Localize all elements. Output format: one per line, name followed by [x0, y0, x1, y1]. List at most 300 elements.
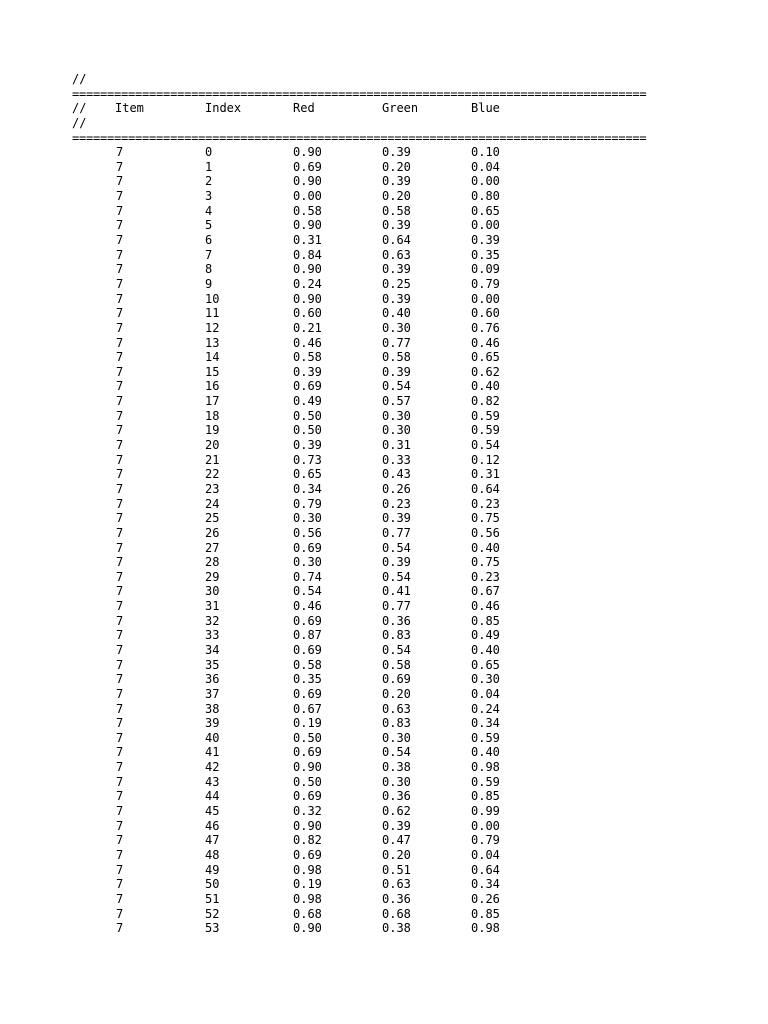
cell-index: 40: [205, 730, 220, 745]
cell-item: 7: [116, 833, 124, 848]
cell-blue: 0.59: [471, 423, 500, 438]
table-row: [72, 555, 712, 570]
cell-item: 7: [116, 145, 124, 160]
cell-index: 52: [205, 906, 220, 921]
cell-blue: 0.35: [471, 247, 500, 262]
cell-blue: 0.75: [471, 511, 500, 526]
cell-index: 45: [205, 804, 220, 819]
table-row: [72, 541, 712, 556]
table-row: [72, 877, 712, 892]
cell-green: 0.39: [382, 174, 411, 189]
cell-green: 0.26: [382, 481, 411, 496]
cell-blue: 0.79: [471, 833, 500, 848]
cell-index: 42: [205, 760, 220, 775]
cell-item: 7: [116, 467, 124, 482]
cell-blue: 0.24: [471, 701, 500, 716]
cell-index: 24: [205, 496, 220, 511]
cell-item: 7: [116, 906, 124, 921]
cell-green: 0.39: [382, 218, 411, 233]
table-row: [72, 497, 712, 512]
cell-blue: 0.26: [471, 891, 500, 906]
cell-item: 7: [116, 789, 124, 804]
cell-green: 0.20: [382, 159, 411, 174]
cell-blue: 0.98: [471, 760, 500, 775]
table-row: [72, 716, 712, 731]
cell-index: 28: [205, 555, 220, 570]
cell-blue: 0.00: [471, 174, 500, 189]
table-row: [72, 277, 712, 292]
cell-green: 0.20: [382, 686, 411, 701]
cell-red: 0.79: [293, 496, 322, 511]
cell-blue: 0.64: [471, 862, 500, 877]
cell-item: 7: [116, 218, 124, 233]
cell-red: 0.67: [293, 701, 322, 716]
cell-item: 7: [116, 730, 124, 745]
cell-item: 7: [116, 540, 124, 555]
cell-item: 7: [116, 847, 124, 862]
cell-item: 7: [116, 745, 124, 760]
cell-red: 0.49: [293, 394, 322, 409]
cell-index: 37: [205, 686, 220, 701]
cell-red: 0.46: [293, 599, 322, 614]
cell-blue: 0.85: [471, 789, 500, 804]
cell-index: 29: [205, 569, 220, 584]
cell-index: 16: [205, 379, 220, 394]
cell-index: 14: [205, 350, 220, 365]
cell-green: 0.83: [382, 628, 411, 643]
cell-item: 7: [116, 569, 124, 584]
cell-blue: 0.40: [471, 745, 500, 760]
cell-red: 0.65: [293, 467, 322, 482]
cell-green: 0.63: [382, 247, 411, 262]
cell-item: 7: [116, 511, 124, 526]
cell-green: 0.54: [382, 540, 411, 555]
cell-green: 0.83: [382, 716, 411, 731]
table-row: [72, 233, 712, 248]
cell-green: 0.41: [382, 584, 411, 599]
color-table-document: [72, 72, 712, 936]
cell-blue: 0.49: [471, 628, 500, 643]
cell-red: 0.69: [293, 686, 322, 701]
table-row: [72, 863, 712, 878]
cell-red: 0.82: [293, 833, 322, 848]
cell-item: 7: [116, 701, 124, 716]
cell-index: 50: [205, 877, 220, 892]
table-row: [72, 262, 712, 277]
cell-green: 0.54: [382, 745, 411, 760]
cell-green: 0.57: [382, 394, 411, 409]
cell-index: 17: [205, 394, 220, 409]
cell-index: 5: [205, 218, 213, 233]
cell-red: 0.68: [293, 906, 322, 921]
table-row: [72, 628, 712, 643]
table-row: [72, 321, 712, 336]
cell-red: 0.24: [293, 276, 322, 291]
cell-item: 7: [116, 438, 124, 453]
cell-blue: 0.80: [471, 189, 500, 204]
table-row: [72, 672, 712, 687]
cell-blue: 0.65: [471, 350, 500, 365]
cell-blue: 0.12: [471, 452, 500, 467]
table-row: [72, 204, 712, 219]
cell-blue: 0.04: [471, 847, 500, 862]
cell-blue: 0.04: [471, 159, 500, 174]
cell-index: 27: [205, 540, 220, 555]
cell-red: 0.54: [293, 584, 322, 599]
cell-blue: 0.59: [471, 730, 500, 745]
cell-item: 7: [116, 364, 124, 379]
cell-red: 0.74: [293, 569, 322, 584]
cell-index: 2: [205, 174, 213, 189]
cell-green: 0.63: [382, 701, 411, 716]
cell-item: 7: [116, 233, 124, 248]
cell-blue: 0.67: [471, 584, 500, 599]
cell-item: 7: [116, 921, 124, 936]
cell-green: 0.38: [382, 760, 411, 775]
cell-red: 0.30: [293, 555, 322, 570]
cell-index: 49: [205, 862, 220, 877]
table-row: [72, 511, 712, 526]
cell-blue: 0.23: [471, 496, 500, 511]
cell-index: 46: [205, 818, 220, 833]
cell-green: 0.54: [382, 379, 411, 394]
cell-red: 0.46: [293, 335, 322, 350]
cell-item: 7: [116, 452, 124, 467]
table-row: [72, 892, 712, 907]
table-row: [72, 658, 712, 673]
cell-blue: 0.85: [471, 613, 500, 628]
cell-blue: 0.34: [471, 877, 500, 892]
cell-green: 0.39: [382, 555, 411, 570]
table-row: [72, 306, 712, 321]
cell-red: 0.58: [293, 350, 322, 365]
cell-green: 0.64: [382, 233, 411, 248]
table-row: [72, 350, 712, 365]
cell-red: 0.50: [293, 423, 322, 438]
cell-item: 7: [116, 525, 124, 540]
cell-blue: 0.62: [471, 364, 500, 379]
cell-index: 15: [205, 364, 220, 379]
cell-red: 0.90: [293, 145, 322, 160]
table-row: [72, 614, 712, 629]
table-row: [72, 526, 712, 541]
cell-red: 0.31: [293, 233, 322, 248]
cell-blue: 0.30: [471, 672, 500, 687]
cell-red: 0.58: [293, 203, 322, 218]
table-row: [72, 145, 712, 160]
cell-red: 0.90: [293, 921, 322, 936]
cell-red: 0.69: [293, 789, 322, 804]
cell-green: 0.58: [382, 350, 411, 365]
cell-item: 7: [116, 247, 124, 262]
cell-item: 7: [116, 276, 124, 291]
table-row: [72, 570, 712, 585]
cell-index: 47: [205, 833, 220, 848]
cell-blue: 0.34: [471, 716, 500, 731]
cell-green: 0.20: [382, 189, 411, 204]
cell-item: 7: [116, 628, 124, 643]
cell-item: 7: [116, 877, 124, 892]
table-row: [72, 160, 712, 175]
cell-green: 0.30: [382, 730, 411, 745]
cell-item: 7: [116, 262, 124, 277]
cell-green: 0.47: [382, 833, 411, 848]
table-row: [72, 921, 712, 936]
cell-blue: 0.76: [471, 320, 500, 335]
cell-blue: 0.82: [471, 394, 500, 409]
cell-red: 0.84: [293, 247, 322, 262]
column-header-item: Item: [115, 101, 144, 116]
table-row: [72, 584, 712, 599]
cell-blue: 0.00: [471, 818, 500, 833]
cell-index: 7: [205, 247, 213, 262]
cell-red: 0.21: [293, 320, 322, 335]
cell-green: 0.39: [382, 364, 411, 379]
table-row: [72, 643, 712, 658]
cell-red: 0.90: [293, 818, 322, 833]
table-row: [72, 599, 712, 614]
cell-red: 0.30: [293, 511, 322, 526]
cell-red: 0.90: [293, 218, 322, 233]
table-row: [72, 189, 712, 204]
cell-red: 0.34: [293, 481, 322, 496]
cell-blue: 0.59: [471, 774, 500, 789]
cell-index: 3: [205, 189, 213, 204]
cell-blue: 0.23: [471, 569, 500, 584]
table-row: [72, 423, 712, 438]
cell-red: 0.69: [293, 159, 322, 174]
cell-index: 33: [205, 628, 220, 643]
cell-item: 7: [116, 555, 124, 570]
cell-green: 0.30: [382, 423, 411, 438]
cell-red: 0.19: [293, 877, 322, 892]
table-row: [72, 438, 712, 453]
cell-green: 0.30: [382, 320, 411, 335]
column-header-green: Green: [382, 101, 419, 116]
cell-green: 0.39: [382, 145, 411, 160]
cell-index: 21: [205, 452, 220, 467]
cell-blue: 0.54: [471, 438, 500, 453]
cell-red: 0.69: [293, 379, 322, 394]
cell-item: 7: [116, 716, 124, 731]
cell-green: 0.39: [382, 511, 411, 526]
cell-index: 6: [205, 233, 213, 248]
cell-index: 4: [205, 203, 213, 218]
comment-marker: //: [72, 101, 87, 116]
cell-green: 0.54: [382, 569, 411, 584]
table-row: [72, 467, 712, 482]
cell-red: 0.69: [293, 745, 322, 760]
cell-blue: 0.40: [471, 642, 500, 657]
cell-index: 0: [205, 145, 213, 160]
cell-index: 36: [205, 672, 220, 687]
cell-red: 0.56: [293, 525, 322, 540]
cell-index: 23: [205, 481, 220, 496]
table-row: [72, 365, 712, 380]
cell-red: 0.90: [293, 174, 322, 189]
cell-index: 8: [205, 262, 213, 277]
cell-green: 0.39: [382, 818, 411, 833]
cell-green: 0.54: [382, 642, 411, 657]
cell-green: 0.30: [382, 408, 411, 423]
cell-red: 0.19: [293, 716, 322, 731]
cell-red: 0.32: [293, 804, 322, 819]
table-row: [72, 336, 712, 351]
cell-blue: 0.65: [471, 203, 500, 218]
cell-item: 7: [116, 291, 124, 306]
cell-green: 0.43: [382, 467, 411, 482]
cell-index: 22: [205, 467, 220, 482]
cell-green: 0.51: [382, 862, 411, 877]
table-row: [72, 702, 712, 717]
cell-index: 18: [205, 408, 220, 423]
table-row: [72, 833, 712, 848]
cell-red: 0.98: [293, 891, 322, 906]
cell-blue: 0.39: [471, 233, 500, 248]
cell-red: 0.50: [293, 730, 322, 745]
cell-green: 0.77: [382, 335, 411, 350]
column-header-red: Red: [293, 101, 315, 116]
cell-blue: 0.31: [471, 467, 500, 482]
cell-blue: 0.04: [471, 686, 500, 701]
cell-red: 0.69: [293, 613, 322, 628]
cell-item: 7: [116, 686, 124, 701]
cell-green: 0.36: [382, 789, 411, 804]
cell-index: 19: [205, 423, 220, 438]
cell-index: 35: [205, 657, 220, 672]
cell-red: 0.00: [293, 189, 322, 204]
cell-item: 7: [116, 159, 124, 174]
cell-red: 0.60: [293, 306, 322, 321]
cell-item: 7: [116, 423, 124, 438]
table-row: [72, 394, 712, 409]
table-row: [72, 731, 712, 746]
cell-blue: 0.99: [471, 804, 500, 819]
cell-index: 10: [205, 291, 220, 306]
cell-index: 20: [205, 438, 220, 453]
cell-blue: 0.56: [471, 525, 500, 540]
cell-item: 7: [116, 657, 124, 672]
table-row: [72, 687, 712, 702]
cell-index: 32: [205, 613, 220, 628]
cell-blue: 0.59: [471, 408, 500, 423]
cell-item: 7: [116, 189, 124, 204]
cell-item: 7: [116, 599, 124, 614]
cell-red: 0.90: [293, 760, 322, 775]
cell-blue: 0.00: [471, 291, 500, 306]
separator-line-bottom: [72, 131, 712, 146]
cell-green: 0.31: [382, 438, 411, 453]
table-row: [72, 745, 712, 760]
cell-red: 0.90: [293, 262, 322, 277]
cell-green: 0.36: [382, 613, 411, 628]
cell-blue: 0.09: [471, 262, 500, 277]
comment-line-after-header: [72, 116, 712, 131]
table-row: [72, 379, 712, 394]
table-row: [72, 848, 712, 863]
column-header-blue: Blue: [471, 101, 500, 116]
cell-red: 0.50: [293, 408, 322, 423]
separator-line-top: [72, 87, 712, 102]
cell-red: 0.69: [293, 847, 322, 862]
cell-item: 7: [116, 774, 124, 789]
cell-green: 0.63: [382, 877, 411, 892]
cell-blue: 0.98: [471, 921, 500, 936]
cell-green: 0.39: [382, 262, 411, 277]
cell-blue: 0.75: [471, 555, 500, 570]
cell-item: 7: [116, 335, 124, 350]
table-row: [72, 218, 712, 233]
cell-index: 30: [205, 584, 220, 599]
comment-marker: //: [72, 72, 87, 86]
cell-green: 0.39: [382, 291, 411, 306]
cell-red: 0.69: [293, 540, 322, 555]
cell-item: 7: [116, 862, 124, 877]
cell-item: 7: [116, 394, 124, 409]
cell-item: 7: [116, 496, 124, 511]
cell-item: 7: [116, 379, 124, 394]
cell-blue: 0.40: [471, 540, 500, 555]
table-row: [72, 292, 712, 307]
cell-blue: 0.40: [471, 379, 500, 394]
table-row: [72, 819, 712, 834]
cell-item: 7: [116, 350, 124, 365]
cell-item: 7: [116, 891, 124, 906]
table-row: [72, 453, 712, 468]
cell-red: 0.50: [293, 774, 322, 789]
table-row: [72, 789, 712, 804]
cell-index: 31: [205, 599, 220, 614]
cell-blue: 0.85: [471, 906, 500, 921]
cell-red: 0.87: [293, 628, 322, 643]
cell-red: 0.35: [293, 672, 322, 687]
cell-blue: 0.00: [471, 218, 500, 233]
cell-item: 7: [116, 642, 124, 657]
cell-index: 9: [205, 276, 213, 291]
cell-item: 7: [116, 613, 124, 628]
cell-green: 0.58: [382, 657, 411, 672]
cell-index: 25: [205, 511, 220, 526]
comment-line-top: [72, 72, 712, 87]
cell-green: 0.68: [382, 906, 411, 921]
cell-index: 38: [205, 701, 220, 716]
cell-red: 0.90: [293, 291, 322, 306]
cell-green: 0.77: [382, 525, 411, 540]
cell-red: 0.69: [293, 642, 322, 657]
cell-index: 13: [205, 335, 220, 350]
table-row: [72, 760, 712, 775]
cell-index: 51: [205, 891, 220, 906]
cell-green: 0.69: [382, 672, 411, 687]
cell-item: 7: [116, 760, 124, 775]
separator-rule: ==================================================================================: [72, 130, 647, 145]
cell-index: 41: [205, 745, 220, 760]
cell-green: 0.58: [382, 203, 411, 218]
separator-rule: ==================================================================================: [72, 86, 647, 101]
cell-blue: 0.46: [471, 335, 500, 350]
cell-blue: 0.46: [471, 599, 500, 614]
cell-item: 7: [116, 481, 124, 496]
cell-index: 34: [205, 642, 220, 657]
cell-blue: 0.65: [471, 657, 500, 672]
cell-green: 0.30: [382, 774, 411, 789]
cell-index: 26: [205, 525, 220, 540]
cell-item: 7: [116, 818, 124, 833]
cell-red: 0.58: [293, 657, 322, 672]
cell-blue: 0.10: [471, 145, 500, 160]
cell-blue: 0.79: [471, 276, 500, 291]
column-header-index: Index: [205, 101, 242, 116]
